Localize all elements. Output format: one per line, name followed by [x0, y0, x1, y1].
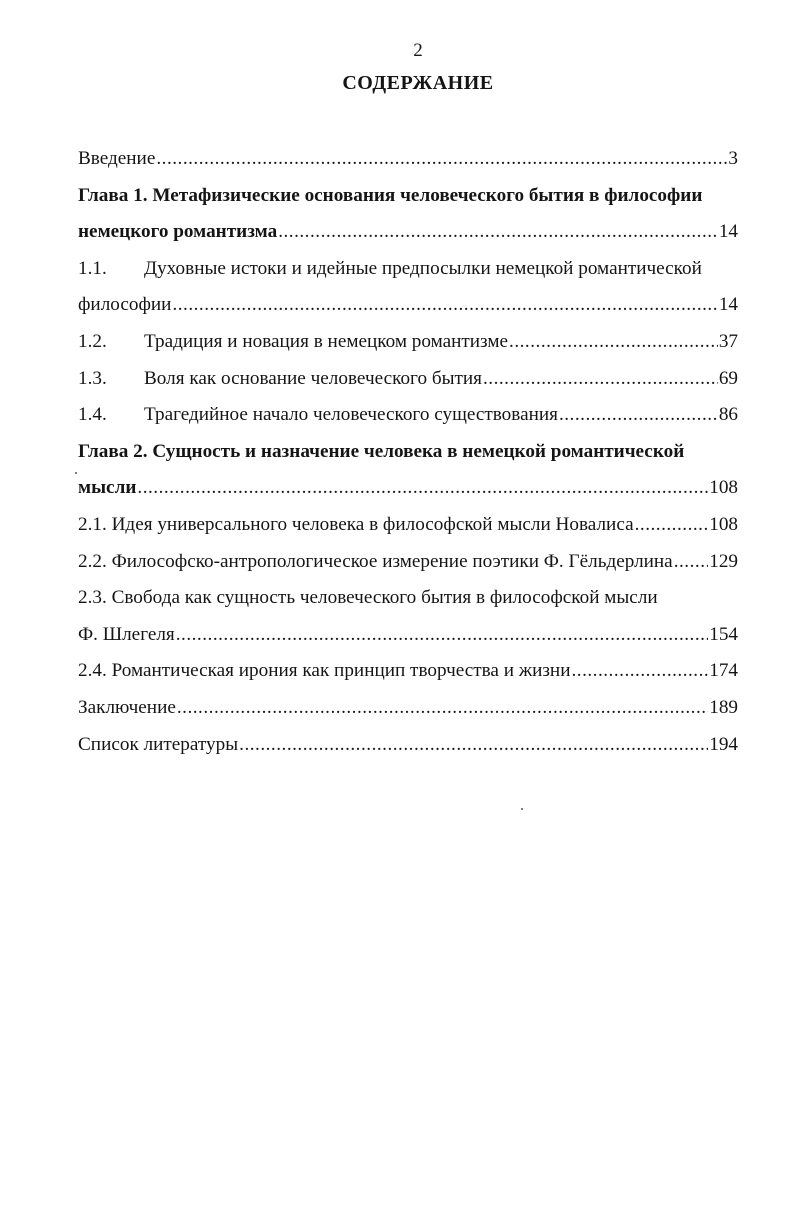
- toc-section-1-1-title: [78, 251, 738, 288]
- toc-entry-page: 14: [718, 221, 738, 243]
- toc-entry-number: 1.3.: [78, 367, 107, 389]
- dot-leader: [571, 653, 708, 690]
- dot-leader: [483, 361, 718, 398]
- toc-entry-page: 129: [709, 550, 738, 572]
- toc-entry-title: Трагедийное начало человеческого существования: [144, 404, 558, 426]
- dot-leader: [635, 507, 709, 544]
- page-number: 2: [413, 40, 423, 61]
- toc-entry-conclusion: [78, 690, 738, 727]
- toc-entry-title: Духовные истоки и идейные предпосылки немецкой романтической: [144, 257, 702, 279]
- toc-entry-title: Глава 2. Сущность и назначение человека в немецкой романтической: [78, 440, 685, 462]
- page-title: СОДЕРЖАНИЕ: [342, 72, 494, 94]
- toc-entry-number: 1.1.: [78, 257, 107, 279]
- toc-chapter-2-title: [78, 434, 738, 471]
- toc-entry-page: 3: [728, 148, 738, 169]
- toc-entry-intro: [78, 141, 738, 178]
- toc-entry-title: Традиция и новация в немецком романтизме: [144, 330, 509, 352]
- toc-section-2-4: [78, 653, 738, 690]
- toc-entry-title: 2.2. Философско-антропологическое измерение поэтики Ф. Гёльдерлина: [78, 550, 673, 572]
- toc-entry-title: немецкого романтизма: [78, 221, 278, 243]
- toc-entry-title: Заключение: [78, 696, 176, 718]
- toc-entry-number: 1.4.: [78, 404, 107, 426]
- toc-entry-number: 1.2.: [78, 330, 107, 352]
- toc-section-1-2: [78, 324, 738, 361]
- toc-entry-page: 108: [709, 513, 738, 535]
- dot-leader: [172, 287, 717, 324]
- toc-entry-page: 174: [709, 660, 738, 682]
- dot-leader: [509, 324, 718, 361]
- dot-leader: [559, 397, 718, 434]
- toc-entry-page: 14: [718, 294, 738, 316]
- toc-entry-page: 189: [709, 696, 738, 718]
- toc-entry-page: 86: [718, 404, 738, 426]
- toc-entry-page: 108: [709, 477, 738, 499]
- toc-entry-title: Воля как основание человеческого бытия: [144, 367, 482, 389]
- scan-speck: [75, 472, 77, 474]
- toc-entry-title: Список литературы: [78, 733, 239, 755]
- table-of-contents: [78, 141, 738, 763]
- toc-entry-title: Ф. Шлегеля: [78, 623, 175, 645]
- toc-entry-title: Глава 1. Метафизические основания человеческого бытия в философии: [78, 184, 703, 206]
- toc-chapter-1-continuation: [78, 214, 738, 251]
- toc-entry-references: [78, 727, 738, 764]
- toc-entry-page: 194: [709, 733, 738, 755]
- toc-entry-title: мысли: [78, 477, 137, 499]
- toc-entry-page: 37: [718, 330, 738, 352]
- dot-leader: [137, 470, 708, 507]
- toc-entry-title: 2.3. Свобода как сущность человеческого бытия в философской мысли: [78, 587, 658, 609]
- toc-chapter-2-continuation: [78, 470, 738, 507]
- toc-section-2-3-continuation: [78, 617, 738, 654]
- toc-section-2-3-title: [78, 580, 738, 617]
- toc-entry-title: 2.1. Идея универсального человека в философской мысли Новалиса: [78, 513, 634, 535]
- toc-section-1-4: [78, 397, 738, 434]
- toc-section-2-1: [78, 507, 738, 544]
- dot-leader: [177, 690, 708, 727]
- dot-leader: [176, 617, 708, 654]
- dot-leader: [156, 141, 727, 178]
- toc-chapter-1-title: [78, 178, 738, 215]
- toc-section-1-1-continuation: [78, 287, 738, 324]
- toc-entry-page: 154: [709, 623, 738, 645]
- dot-leader: [674, 544, 709, 581]
- toc-entry-page: 69: [718, 367, 738, 389]
- dot-leader: [278, 214, 718, 251]
- scan-speck: [521, 808, 523, 810]
- toc-section-2-2: [78, 544, 738, 581]
- toc-section-1-3: [78, 361, 738, 398]
- toc-entry-title: 2.4. Романтическая ирония как принцип творчества и жизни: [78, 660, 571, 682]
- toc-entry-title: философии: [78, 294, 172, 316]
- dot-leader: [239, 727, 708, 764]
- toc-entry-title: Введение: [78, 148, 156, 169]
